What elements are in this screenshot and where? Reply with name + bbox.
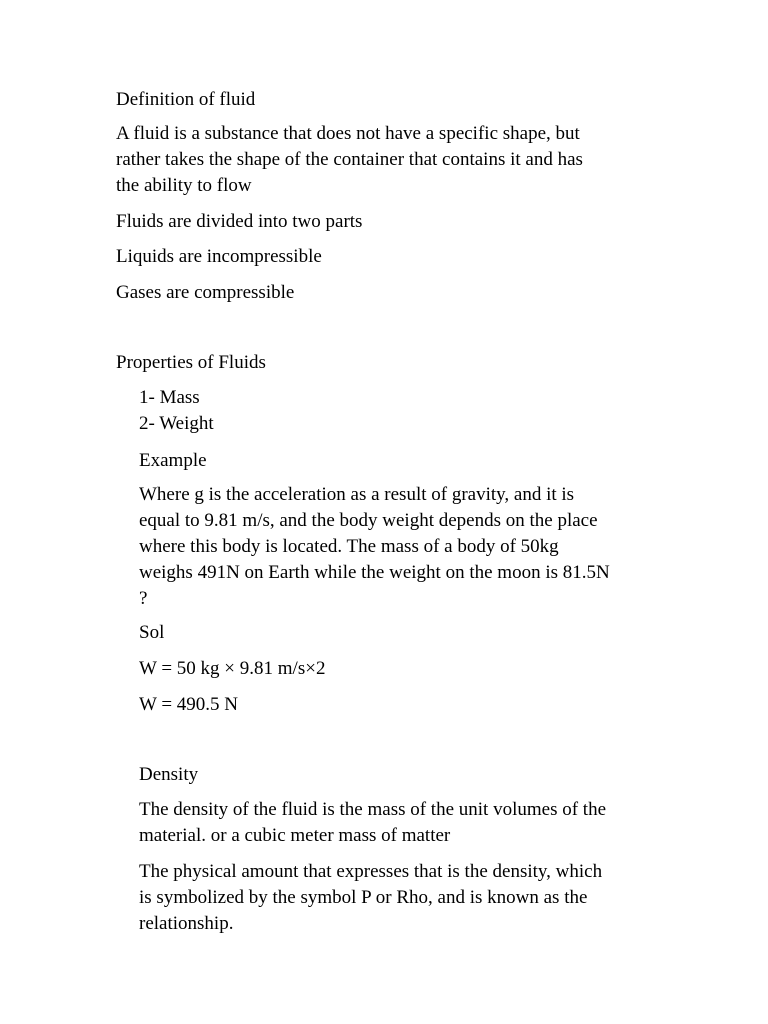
heading-definition-of-fluid: Definition of fluid [116,89,256,110]
weight-result: W = 490.5 N [139,694,239,715]
example-paragraph: Where g is the acceleration as a result of gravity, and it is equal to 9.81 m/s, and the body weight depends on the place where this body is located. The mass of a body of 50kg weighs 491N on Earth while the weight on the moon is 81.5N ? [139,484,610,609]
list-item-mass: 1- Mass [139,387,200,408]
weight-equation: W = 50 kg × 9.81 m/s×2 [139,658,326,679]
heading-properties-of-fluids: Properties of Fluids [116,352,266,373]
list-item-weight: 2- Weight [139,413,214,434]
heading-density: Density [139,764,199,785]
density-symbol-paragraph: The physical amount that expresses that is the density, which is symbolized by the symbol P or Rho, and is known as the relationship. [139,861,603,934]
density-definition-paragraph: The density of the fluid is the mass of the unit volumes of the material. or a cubic meter mass of matter [139,799,607,846]
example-label: Example [139,450,207,471]
fluids-divided-text: Fluids are divided into two parts [116,211,363,232]
sol-label: Sol [139,622,165,643]
liquids-text: Liquids are incompressible [116,246,322,267]
gases-text: Gases are compressible [116,282,295,303]
fluid-definition-paragraph: A fluid is a substance that does not have a specific shape, but rather takes the shape of the container that contains it and has the ability to flow [116,123,583,196]
